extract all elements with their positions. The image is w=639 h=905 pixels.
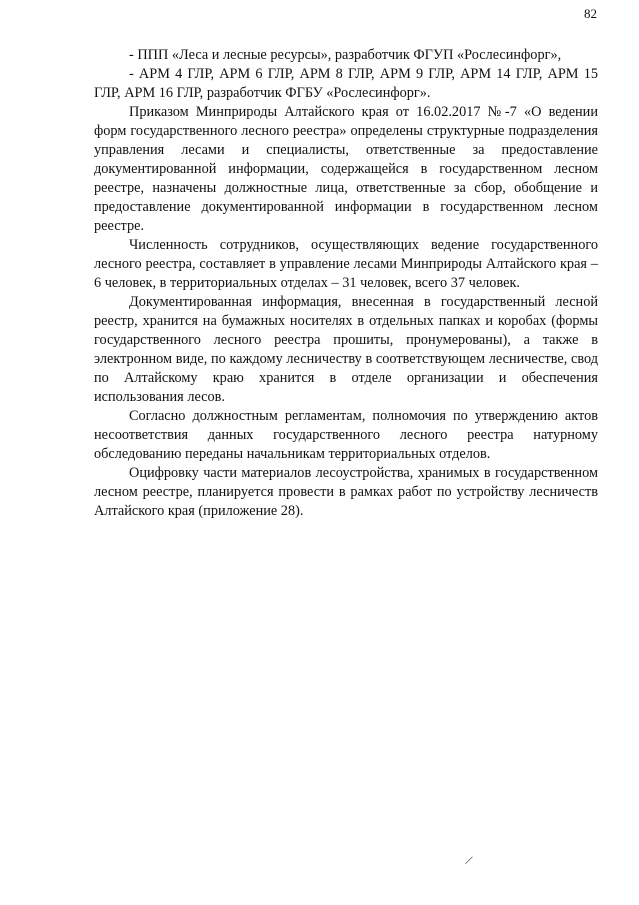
paragraph-software-ppp: - ППП «Леса и лесные ресурсы», разработчик ФГУП «Рослесинфорг», (129, 47, 562, 63)
paragraph-staff-count: Численность сотрудников, осуществляющих ведение государственного лесного реестра, составляет в управление лесами Минприроды Алтайского края – 6 человек, в территориальных отделах – 31 человек, всего 37 человек. (94, 237, 598, 291)
paragraph-digitization: Оцифровку части материалов лесоустройства, хранимых в государственном лесном реестре, планируется провести в рамках работ по устройству лесничеств Алтайского края (приложение 28). (94, 465, 598, 519)
paragraph-software-arm: - АРМ 4 ГЛР, АРМ 6 ГЛР, АРМ 8 ГЛР, АРМ 9 ГЛР, АРМ 14 ГЛР, АРМ 15 ГЛР, АРМ 16 ГЛР, разработчик ФГБУ «Рослесинфорг». (94, 66, 598, 101)
paragraph-storage: Документированная информация, внесенная в государственный лесной реестр, хранится на бумажных носителях в отдельных папках и коробах (формы государственного лесного реестра прошиты, пронумерованы), а также в электронном виде, по каждому лесничеству в соответствующем лесничестве, свод по Алтайскому краю хранится в отделе организации и обеспечения использования лесов. (94, 294, 598, 405)
scan-mark: | (464, 854, 475, 866)
paragraph-regulations: Согласно должностным регламентам, полномочия по утверждению актов несоответствия данных государственного лесного реестра натурному обследованию переданы начальникам территориальных отделов. (94, 408, 598, 462)
paragraph-order: Приказом Минприроды Алтайского края от 16.02.2017 №-7 «О ведении форм государственного лесного реестра» определены структурные подразделения управления лесами и специалисты, ответственные за предоставление документированной информации, содержащейся в государственном лесном реестре, назначены должностные лица, ответственные за сбор, обобщение и предоставление документированной информации в государственном лесном реестре. (94, 104, 598, 234)
page-number: 82 (584, 6, 597, 21)
document-body (94, 46, 598, 521)
